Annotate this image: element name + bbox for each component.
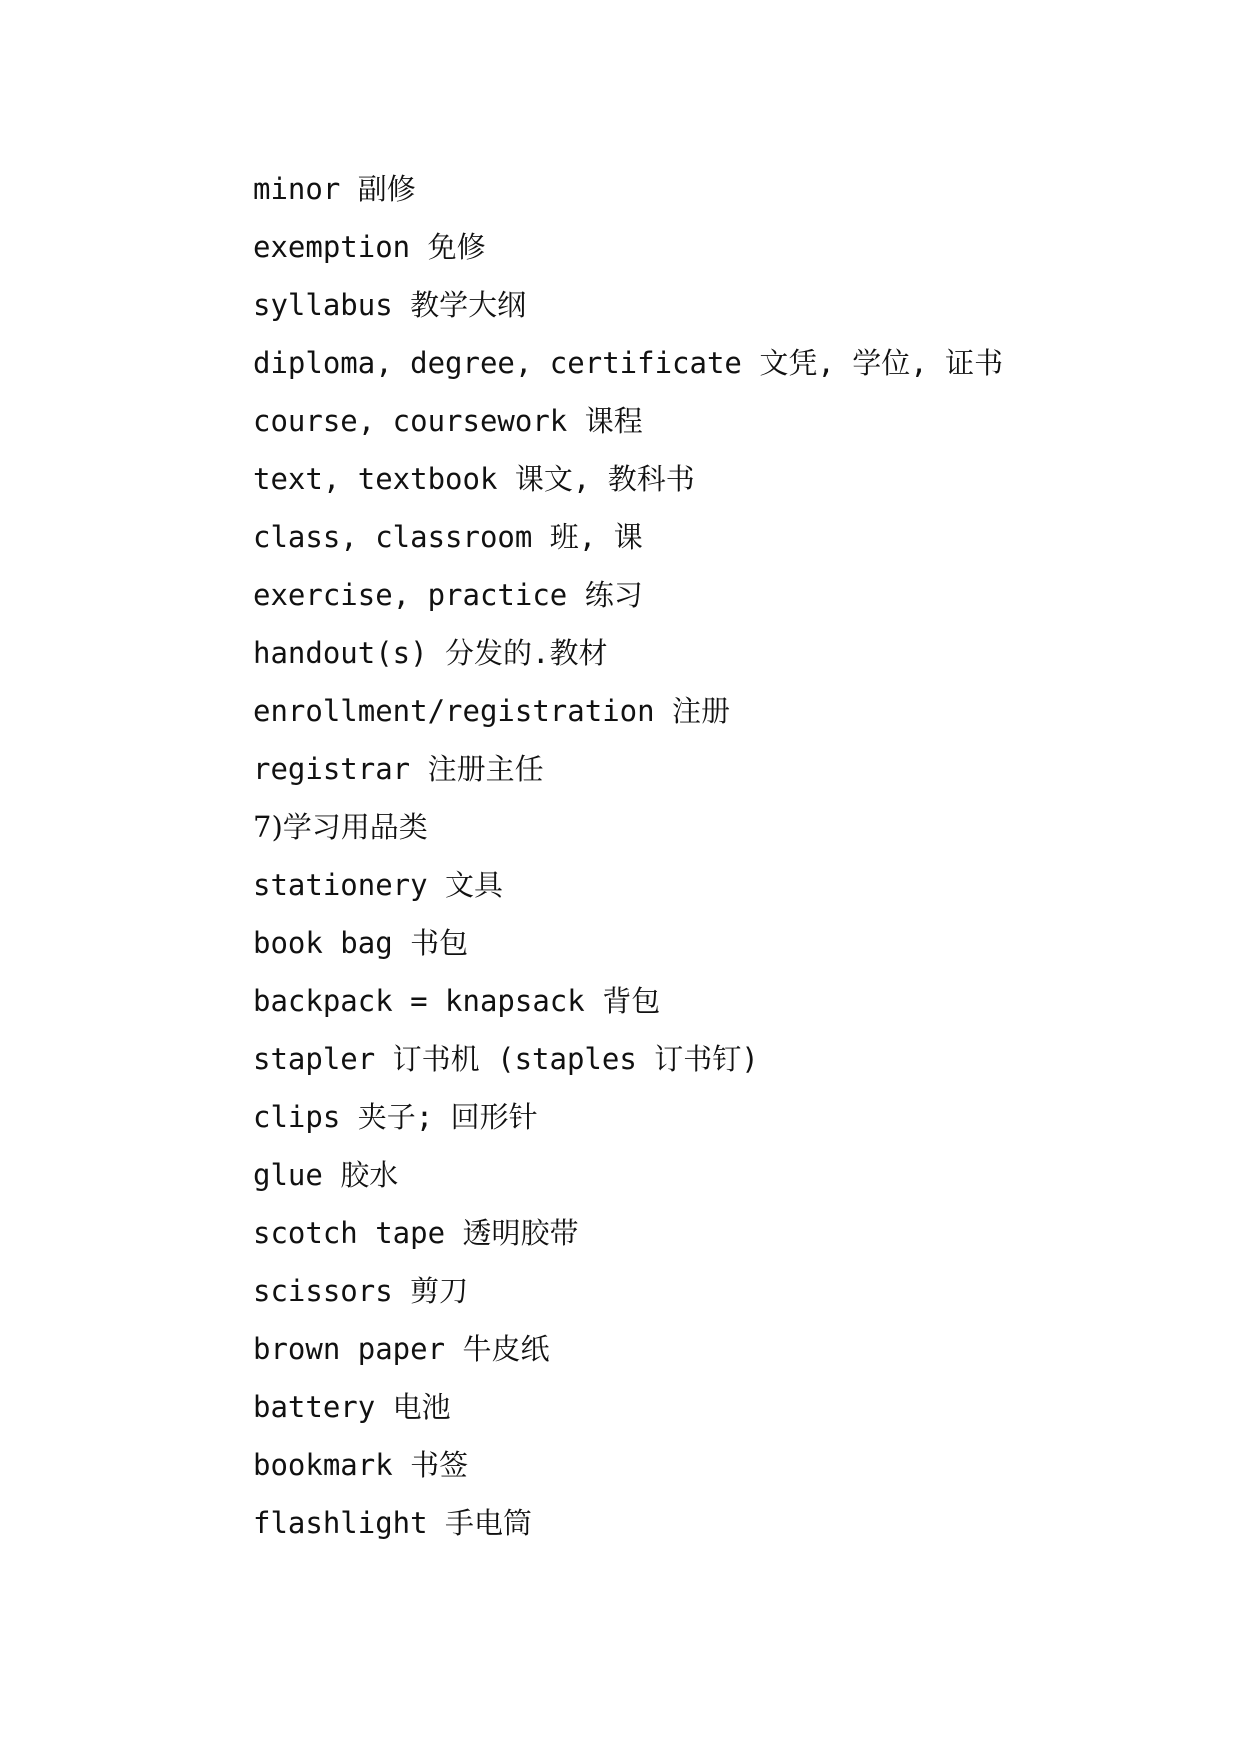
vocab-line: syllabus 教学大纲 [253,288,527,322]
vocab-line: minor 副修 [253,172,416,206]
vocab-line: bookmark 书签 [253,1448,469,1482]
vocab-line: backpack = knapsack 背包 [253,984,661,1018]
vocabulary-list [253,160,1153,1552]
vocab-line: glue 胶水 [253,1158,399,1192]
vocab-line: stationery 文具 [253,868,504,902]
vocab-line: scotch tape 透明胶带 [253,1216,579,1250]
vocab-line: course, coursework 课程 [253,404,643,438]
vocab-line: handout(s) 分发的.教材 [253,636,608,670]
vocab-line: exercise, practice 练习 [253,578,643,612]
vocab-line: stapler 订书机 (staples 订书钉) [253,1042,759,1076]
vocab-line: battery 电池 [253,1390,451,1424]
section-heading: 7)学习用品类 [253,810,428,844]
vocab-line: clips 夹子; 回形针 [253,1100,538,1134]
vocab-line: book bag 书包 [253,926,469,960]
vocab-line: text, textbook 课文, 教科书 [253,462,695,496]
vocab-line: scissors 剪刀 [253,1274,469,1308]
vocab-line: class, classroom 班, 课 [253,520,643,554]
vocab-line: exemption 免修 [253,230,486,264]
vocab-line: registrar 注册主任 [253,752,544,786]
vocab-line: diploma, degree, certificate 文凭, 学位, 证书 [253,346,1004,380]
vocab-line: flashlight 手电筒 [253,1506,533,1540]
vocab-line: brown paper 牛皮纸 [253,1332,550,1366]
vocab-line: enrollment/registration 注册 [253,694,731,728]
